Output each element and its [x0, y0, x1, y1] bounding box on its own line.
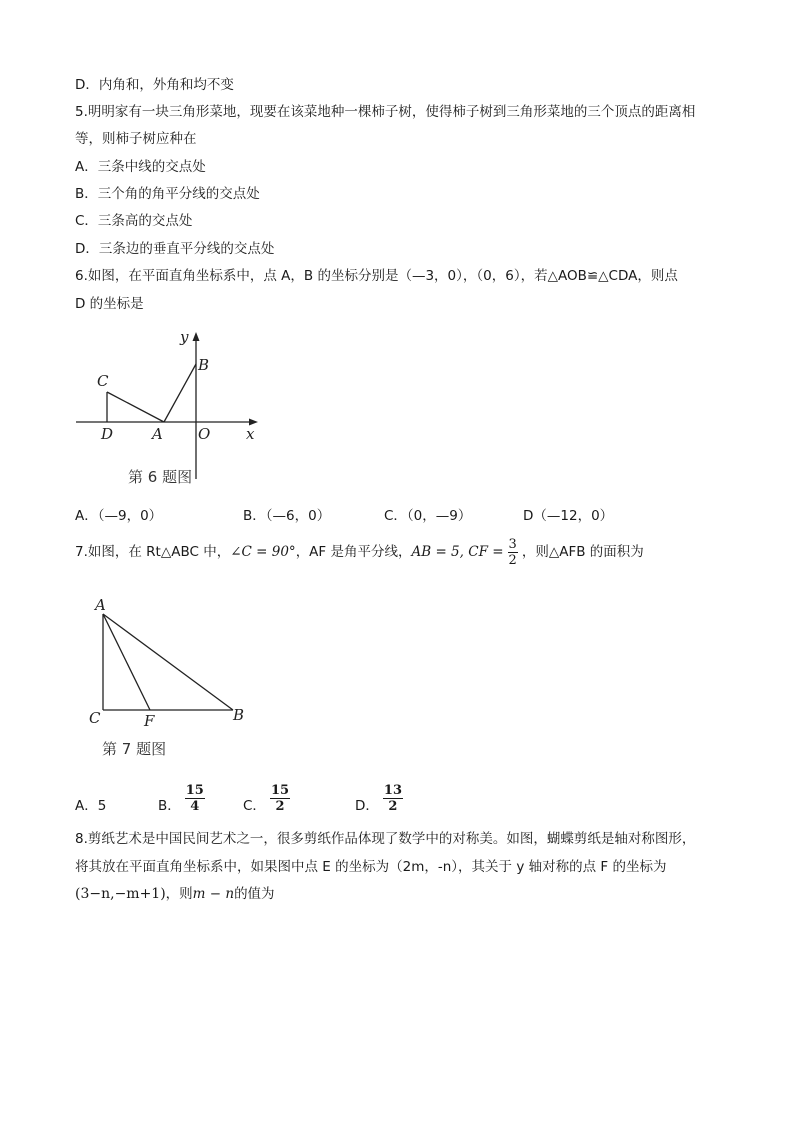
q6-stem-line2: D 的坐标是 — [75, 296, 144, 312]
q7-option-c: C． $\frac{15}{2}$ — [243, 782, 290, 814]
label-a: A — [152, 425, 163, 443]
q8-expr: m − n — [192, 886, 235, 902]
q7-cf: CF = — [468, 544, 504, 560]
q6-option-c: C．（0，—9） — [384, 508, 472, 524]
q7-prefix: 7.如图，在 Rt△ABC 中， — [75, 544, 231, 560]
label-f: F — [144, 712, 155, 730]
q5-stem-line2: 等，则柿子树应种在 — [75, 131, 197, 147]
q7-cf-den: 2 — [508, 552, 517, 568]
q7-stem — [75, 535, 644, 569]
q5-option-b: B．三个角的角平分线的交点处 — [75, 186, 260, 202]
label-o: O — [198, 425, 211, 443]
label-c: C — [89, 709, 101, 727]
q6-stem-line1: 6.如图，在平面直角坐标系中，点 A，B 的坐标分别是（—3，0），（0，6），若△AOB≌△CDA，则点 — [75, 268, 678, 284]
label-b: B — [198, 356, 210, 374]
q7-option-b: B． $\frac{15}{4}$ — [158, 782, 204, 814]
q6-option-a: A．（—9，0） — [75, 508, 163, 524]
label-d: D — [101, 425, 114, 443]
segment-ac — [107, 392, 164, 422]
segment-ab — [164, 364, 196, 422]
figure-7 — [80, 590, 265, 765]
figure-7-caption: 第 7 题图 — [102, 740, 167, 758]
q7-ab: AB = 5, — [411, 544, 464, 560]
q8-mid: ，则 — [165, 886, 193, 902]
label-y: y — [180, 328, 189, 346]
q8-coord: (3−n,−m+1) — [75, 886, 166, 902]
segment-af — [103, 614, 150, 710]
q7-mid: ，AF 是角平分线， — [295, 544, 412, 560]
q5-option-d: D．三条边的垂直平分线的交点处 — [75, 241, 275, 257]
q5-option-a: A．三条中线的交点处 — [75, 159, 206, 175]
q7-option-d-fraction: $\frac{13}{2}$ — [383, 782, 402, 814]
figure-6 — [70, 322, 270, 492]
q5-stem-line1: 5.明明家有一块三角形菜地，现要在该菜地种一棵柿子树，使得柿子树到三角形菜地的三个顶点的距离相 — [75, 104, 696, 120]
q8-end: 的值为 — [234, 886, 275, 902]
label-a: A — [95, 596, 106, 614]
q7-suffix: ，则△AFB 的面积为 — [521, 544, 644, 560]
q8-stem-line1: 8.剪纸艺术是中国民间艺术之一，很多剪纸作品体现了数学中的对称美。如图，蝴蝶剪纸是轴对称图形， — [75, 831, 696, 847]
figure-6-caption: 第 6 题图 — [128, 468, 193, 486]
q8-stem-line2: 将其放在平面直角坐标系中，如果图中点 E 的坐标为（2m，-n），其关于 y 轴对称的点 F 的坐标为 — [75, 859, 667, 875]
q7-cf-num: 3 — [508, 536, 517, 552]
q7-option-d: D． $\frac{13}{2}$ — [355, 782, 402, 814]
label-b: B — [233, 706, 245, 724]
label-x: x — [246, 425, 255, 443]
y-axis-arrow — [193, 332, 200, 341]
q7-angle: ∠C = 90° — [230, 544, 296, 560]
q6-option-b: B．（—6，0） — [243, 508, 331, 524]
q6-option-d: D（—12，0） — [523, 508, 614, 524]
q5-option-c: C．三条高的交点处 — [75, 213, 193, 229]
segment-ab — [103, 614, 233, 710]
q7-option-b-fraction: $\frac{15}{4}$ — [185, 782, 204, 814]
label-c: C — [97, 372, 109, 390]
q7-cf-fraction — [508, 537, 518, 568]
q7-option-a: A．5 — [75, 798, 107, 814]
q7-option-c-fraction: $\frac{15}{2}$ — [270, 782, 290, 814]
q8-stem-line3 — [75, 885, 275, 903]
q4-option-d: D．内角和，外角和均不变 — [75, 77, 234, 93]
